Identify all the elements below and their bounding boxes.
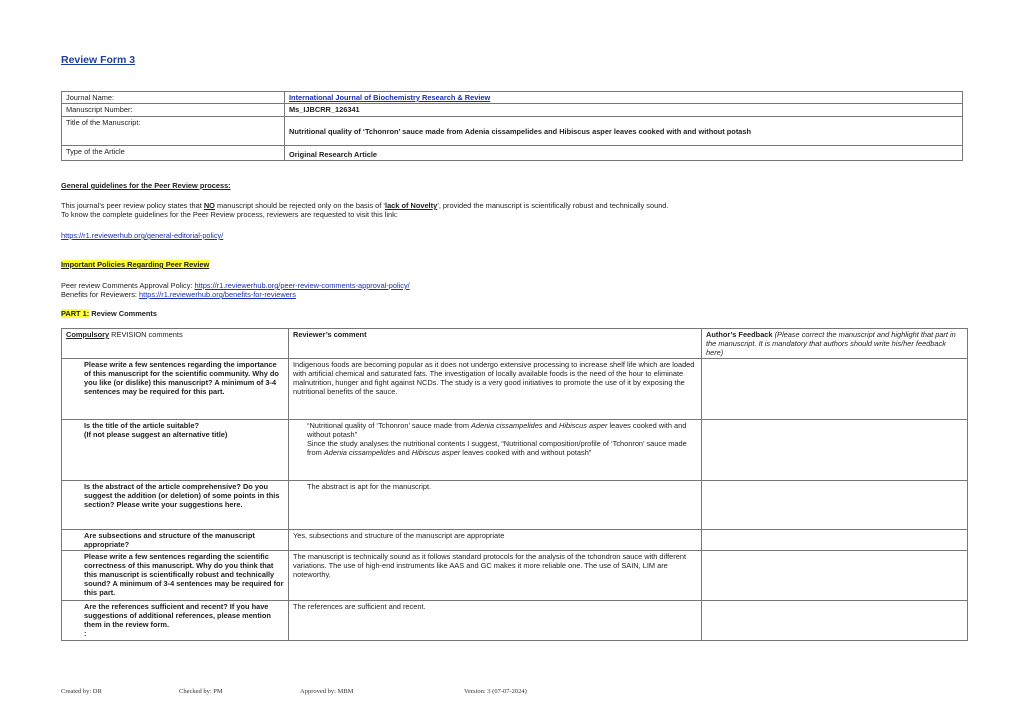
table-row xyxy=(62,481,968,530)
text: “Nutritional quality of ‘Tchonron’ sauce made from xyxy=(307,421,472,430)
journal-name-label: Journal Name: xyxy=(62,92,285,104)
benefits-label: Benefits for Reviewers: xyxy=(61,290,140,299)
reviewer-comment[interactable]: Yes, subsections and structure of the manuscript are appropriate xyxy=(289,530,702,551)
manuscript-number-label: Manuscript Number: xyxy=(62,104,285,117)
text: and xyxy=(542,421,559,430)
text: Since the study analyses the nutritional contents I suggest, “Nutritional composition/profile of ‘Tchonron’ sauce made from xyxy=(307,439,687,457)
reviewer-comment[interactable]: The manuscript is technically sound as it follows standard protocols for the analysis of the tchondron sauce with different variations. The use of high-end instruments like AAS and GC makes it more reliable one. The use of SAIN, LIM are noteworthy. xyxy=(289,551,702,601)
reviewer-comment[interactable]: The abstract is apt for the manuscript. xyxy=(289,481,702,530)
approval-label: Peer review Comments Approval Policy: xyxy=(61,281,195,290)
text: and xyxy=(395,448,412,457)
text: To know the complete guidelines for the Peer Review process, reviewers are requested to visit this link: xyxy=(61,210,398,219)
table-row xyxy=(62,601,968,641)
question: Is the abstract of the article comprehensive? Do you suggest the addition (or deletion) of some points in this section? Please write your suggestions here. xyxy=(62,481,289,530)
text: REVISION comments xyxy=(109,330,183,339)
table-row xyxy=(62,104,963,117)
header-reviewer-comment: Reviewer’s comment xyxy=(289,329,702,359)
question: Is the title of the article suitable? (If not please suggest an alternative title) xyxy=(62,420,289,481)
question: Please write a few sentences regarding the importance of this manuscript for the scientific community. Why do you like (or dislike) this manuscript? A minimum of 3-4 sentences may be required for this part. xyxy=(62,359,289,420)
editorial-policy-link[interactable]: https://r1.reviewerhub.org/general-editorial-policy/ xyxy=(61,231,224,240)
question: Please write a few sentences regarding the scientific correctness of this manuscript. Why do you think that this manuscript is scientifically robust and technically sound? A minimum of 3-4 sentences may be required for this part. xyxy=(62,551,289,601)
form-title: Review Form 3 xyxy=(61,54,136,66)
policy-links xyxy=(61,281,410,299)
article-type-label: Type of the Article xyxy=(62,146,285,161)
header-author-feedback xyxy=(702,329,968,359)
author-feedback-cell[interactable] xyxy=(702,551,968,601)
article-type-value: Original Research Article xyxy=(285,146,963,161)
footer-checked: Checked by: PM xyxy=(179,688,223,695)
author-feedback-cell[interactable] xyxy=(702,530,968,551)
approval-policy-link[interactable]: https://r1.reviewerhub.org/peer-review-comments-approval-policy/ xyxy=(194,281,410,290)
footer-created: Created by: DR xyxy=(61,688,102,695)
table-row xyxy=(62,92,963,104)
benefits-link[interactable]: https://r1.reviewerhub.org/benefits-for-reviewers xyxy=(139,290,296,299)
question: Are the references sufficient and recent? If you have suggestions of additional references, please mention them in the review form. : xyxy=(62,601,289,641)
text: ’, provided the manuscript is scientifically robust and technically sound. xyxy=(437,201,669,210)
journal-name-link[interactable]: International Journal of Biochemistry Research & Review xyxy=(289,93,491,102)
manuscript-info-table xyxy=(61,91,963,161)
text: Adenia cissampelides xyxy=(323,448,396,457)
text: leaves cooked with and without potash” xyxy=(307,421,687,439)
table-row xyxy=(62,359,968,420)
part-title: Review Comments xyxy=(89,309,157,318)
reviewer-comment[interactable]: Indigenous foods are becoming popular as it does not undergo extensive processing to increase shelf life which are loaded with artificial chemical and saturated fats. The investigation of locally available foods is the need of the hour to eliminate malnutrition, hunger and fight against NCDs. The study is a very good initiatives to promote the use of it by exposing the nutritional benefits of the sauce. xyxy=(289,359,702,420)
novelty-emphasis: lack of Novelty xyxy=(385,201,438,210)
reviewer-comment[interactable]: The references are sufficient and recent. xyxy=(289,601,702,641)
text: manuscript should be rejected only on the basis of ‘ xyxy=(214,201,386,210)
guidelines-heading: General guidelines for the Peer Review process: xyxy=(61,181,231,190)
text: This journal’s peer review policy states that xyxy=(61,201,204,210)
text: Compulsory xyxy=(66,330,110,339)
table-row xyxy=(62,530,968,551)
review-comments-table xyxy=(61,328,968,641)
table-row xyxy=(62,420,968,481)
manuscript-number-value: Ms_IJBCRR_126341 xyxy=(285,104,963,117)
author-feedback-cell[interactable] xyxy=(702,420,968,481)
author-feedback-cell[interactable] xyxy=(702,359,968,420)
text: (Please correct the manuscript and highlight that part in the manuscript. It is mandatory that authors should write his/her feedback here) xyxy=(706,330,956,357)
footer-version: Version: 3 (07-07-2024) xyxy=(464,688,527,695)
table-row xyxy=(62,146,963,161)
table-row xyxy=(62,117,963,146)
header-compulsory xyxy=(62,329,289,359)
policies-heading: Important Policies Regarding Peer Review xyxy=(61,260,210,269)
table-row xyxy=(62,551,968,601)
table-header xyxy=(62,329,968,359)
text: Hibiscus asper xyxy=(411,448,461,457)
part1-heading xyxy=(61,309,157,318)
author-feedback-cell[interactable] xyxy=(702,601,968,641)
no-emphasis: NO xyxy=(203,201,215,210)
author-feedback-cell[interactable] xyxy=(702,481,968,530)
reviewer-comment[interactable] xyxy=(289,420,702,481)
guidelines-text xyxy=(61,201,961,219)
manuscript-title-value: Nutritional quality of ‘Tchonron’ sauce made from Adenia cissampelides and Hibiscus asper leaves cooked with and without potash xyxy=(285,117,963,146)
question: Are subsections and structure of the manuscript appropriate? xyxy=(62,530,289,551)
text: Adenia cissampelides xyxy=(471,421,543,430)
text: Author’s Feedback xyxy=(706,330,773,339)
text: leaves cooked with and without potash” xyxy=(460,448,592,457)
manuscript-title-label: Title of the Manuscript: xyxy=(62,117,285,146)
part-label: PART 1: xyxy=(61,309,90,318)
footer-approved: Approved by: MBM xyxy=(300,688,354,695)
text: Hibiscus asper xyxy=(558,421,608,430)
